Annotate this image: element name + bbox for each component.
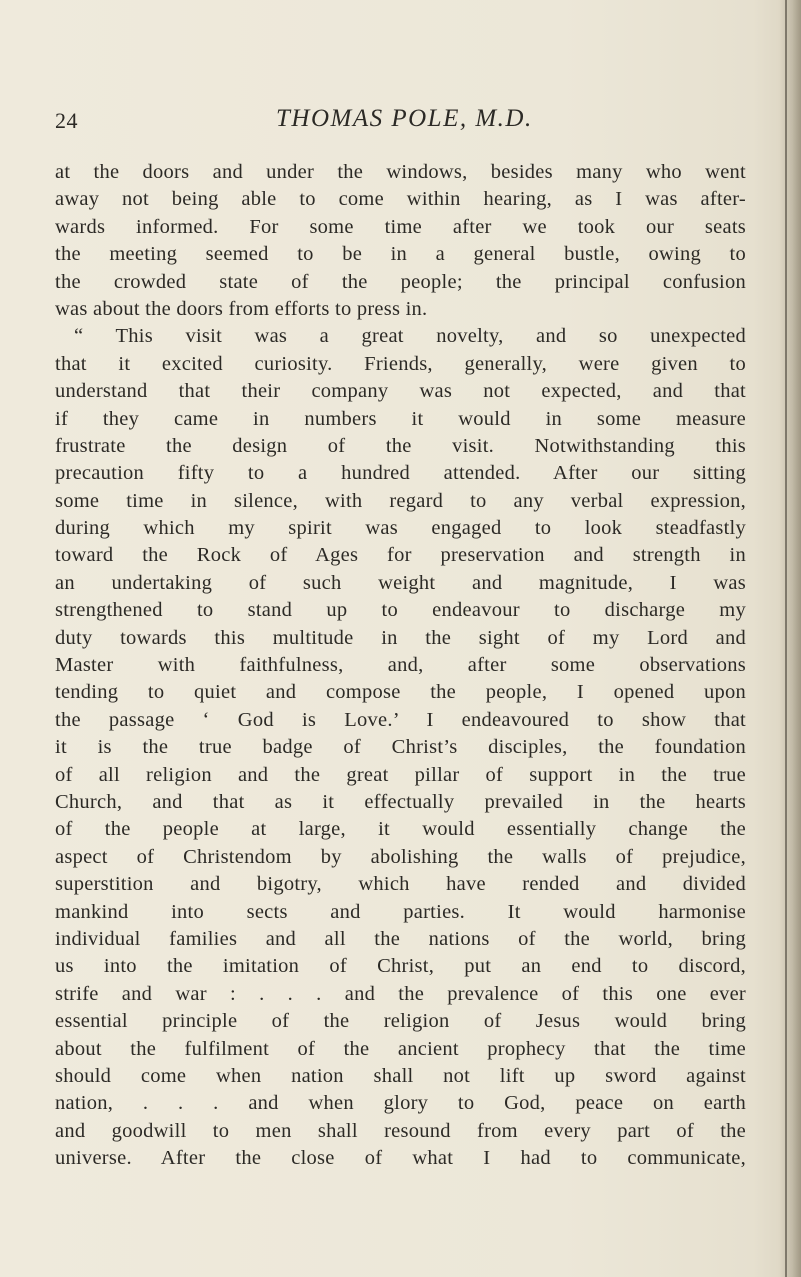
text-line: of the people at large, it would essentially change the <box>55 818 746 841</box>
running-title: THOMAS POLE, M.D. <box>276 105 533 132</box>
text-line: toward the Rock of Ages for preservation and strength in <box>55 544 746 567</box>
text-line: that it excited curiosity. Friends, generally, were given to <box>55 352 746 375</box>
text-line: some time in silence, with regard to any verbal expression, <box>55 489 746 512</box>
text-line: wards informed. For some time after we took our seats <box>55 215 746 238</box>
text-line: an undertaking of such weight and magnitude, I was <box>55 571 746 594</box>
text-line: aspect of Christendom by abolishing the walls of prejudice, <box>55 845 746 868</box>
text-line: it is the true badge of Christ’s disciples, the foundation <box>55 736 746 759</box>
text-line: of all religion and the great pillar of support in the true <box>55 763 746 786</box>
text-line: frustrate the design of the visit. Notwithstanding this <box>55 434 746 457</box>
text-line: strengthened to stand up to endeavour to discharge my <box>55 599 746 622</box>
text-line: the meeting seemed to be in a general bustle, owing to <box>55 243 746 266</box>
text-line: “ This visit was a great novelty, and so unexpected <box>74 325 746 348</box>
text-line: nation, . . . and when glory to God, peace on earth <box>55 1092 746 1115</box>
text-line: the crowded state of the people; the principal confusion <box>55 270 746 293</box>
text-line: individual families and all the nations of the world, bring <box>55 927 746 950</box>
body-text <box>55 159 746 1172</box>
text-line: away not being able to come within hearing, as I was after- <box>55 188 746 211</box>
text-line: duty towards this multitude in the sight of my Lord and <box>55 626 746 649</box>
text-line: about the fulfilment of the ancient prophecy that the time <box>55 1037 746 1060</box>
text-line: and goodwill to men shall resound from every part of the <box>55 1119 746 1142</box>
text-line: understand that their company was not expected, and that <box>55 380 746 403</box>
text-line: during which my spirit was engaged to look steadfastly <box>55 517 746 540</box>
text-line: mankind into sects and parties. It would harmonise <box>55 900 746 923</box>
text-line: us into the imitation of Christ, put an end to discord, <box>55 955 746 978</box>
text-line: strife and war : . . . and the prevalence of this one ever <box>55 982 746 1005</box>
text-line: if they came in numbers it would in some measure <box>55 407 746 430</box>
text-line: universe. After the close of what I had to communicate, <box>55 1147 746 1170</box>
page-gutter-edge <box>785 0 787 1277</box>
text-line: tending to quiet and compose the people, I opened upon <box>55 681 746 704</box>
text-line: was about the doors from efforts to press in. <box>55 297 428 320</box>
text-line: at the doors and under the windows, besides many who went <box>55 161 746 183</box>
page-number: 24 <box>55 108 78 133</box>
text-line: should come when nation shall not lift up sword against <box>55 1064 746 1087</box>
page-gutter-shadow <box>779 0 801 1277</box>
text-line: Church, and that as it effectually prevailed in the hearts <box>55 790 746 813</box>
text-line: essential principle of the religion of Jesus would bring <box>55 1010 746 1033</box>
running-head <box>0 105 801 138</box>
text-line: Master with faithfulness, and, after some observations <box>55 654 746 677</box>
text-line: precaution fifty to a hundred attended. After our sitting <box>55 462 746 485</box>
text-line: the passage ‘ God is Love.’ I endeavoured to show that <box>55 708 746 731</box>
text-line: superstition and bigotry, which have rended and divided <box>55 873 746 896</box>
